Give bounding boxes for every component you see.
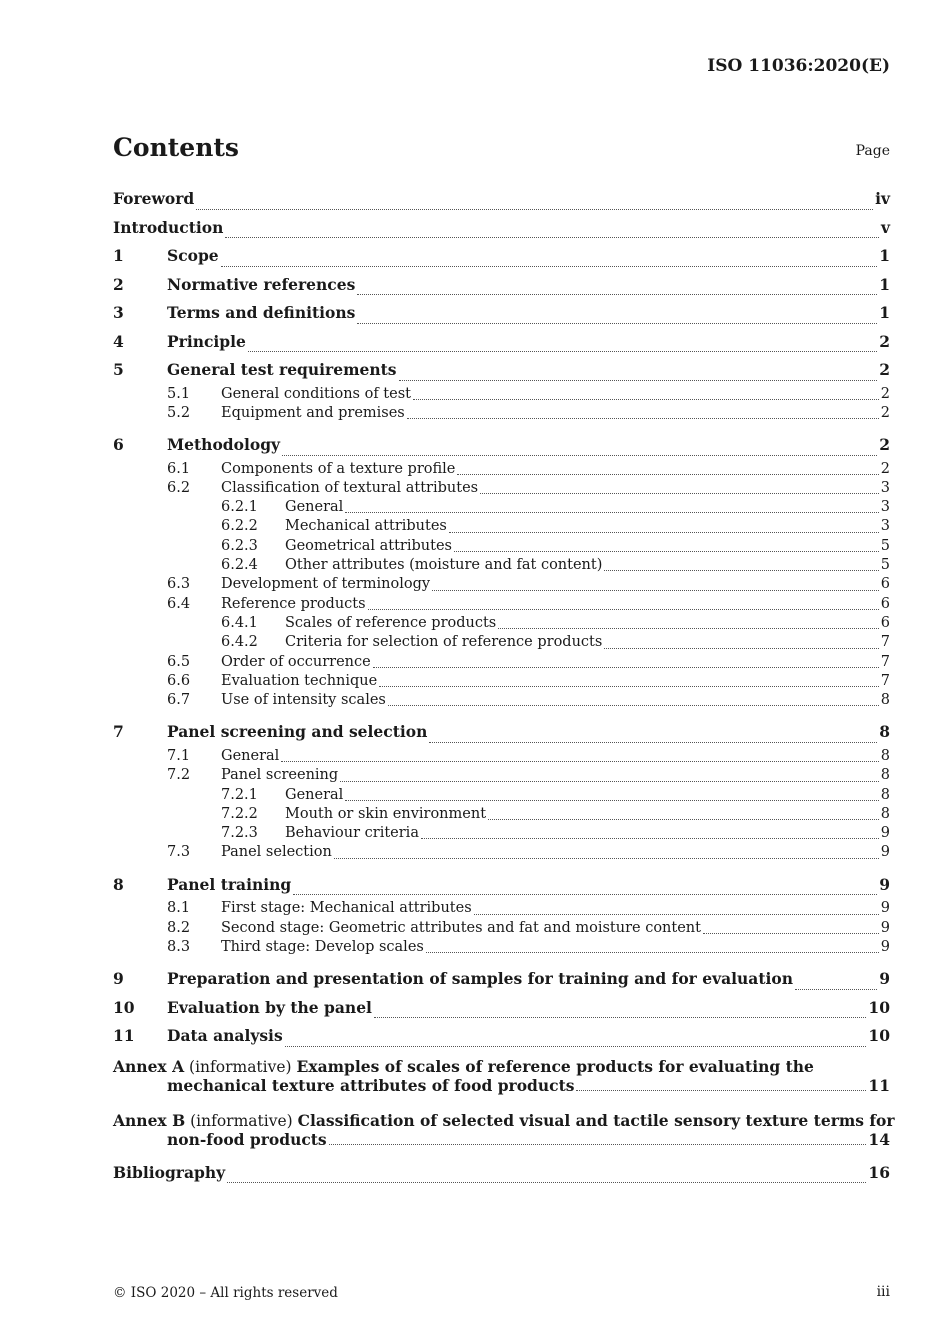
dot-leader (604, 647, 878, 649)
toc-entry-number: 7.2 (167, 767, 191, 784)
toc-entry[interactable] (113, 498, 890, 517)
toc-entry-number: 6.2.3 (221, 537, 258, 554)
toc-entry-number: 6.2 (167, 479, 191, 496)
dot-leader (248, 350, 877, 352)
toc-entry-title: Terms and definitions (167, 303, 356, 322)
toc-entry-title: General (285, 786, 344, 803)
toc-entry-title: Development of terminology (221, 576, 431, 593)
dot-leader (432, 589, 879, 591)
dot-leader (498, 627, 879, 629)
toc-entry-page: v (880, 217, 890, 237)
toc-entry-title: General (221, 747, 280, 764)
toc-entry-number: 3 (113, 303, 124, 322)
toc-entry-number: 8.3 (167, 938, 191, 955)
toc-entry-title: Scales of reference products (285, 614, 497, 631)
toc-annex-entry[interactable] (113, 1057, 890, 1105)
dot-leader (340, 780, 879, 782)
toc-entry-title: General conditions of test (221, 385, 411, 402)
dot-leader (285, 1045, 867, 1047)
toc-entry-title: Principle (167, 331, 246, 351)
toc-entry-page: 8 (880, 767, 890, 784)
toc-entry-page: 9 (879, 874, 890, 894)
dot-leader (379, 685, 879, 687)
toc-entry-number: 6.4.2 (221, 634, 258, 651)
toc-entry[interactable] (113, 633, 890, 652)
toc-entry-page: iv (875, 189, 890, 208)
toc-entry-number: 6.1 (167, 460, 191, 477)
toc-entry-title: Panel selection (221, 844, 332, 861)
toc-entry[interactable] (113, 556, 890, 575)
annex-title-line1: Classification of selected visual and tactile sensory texture terms for (297, 1110, 895, 1130)
toc-entry-title: Mechanical attributes (285, 518, 447, 535)
annex-note: (informative) (189, 1057, 292, 1076)
toc-entry-title: General (285, 499, 344, 516)
toc-entry-page: 8 (880, 747, 890, 764)
toc-entry-page: 6 (880, 595, 890, 612)
annex-page: 14 (868, 1129, 890, 1149)
toc-annex-entry[interactable] (113, 1110, 895, 1159)
page-number: iii (876, 1284, 890, 1300)
toc-entry-title: Preparation and presentation of samples for training and for evaluation (167, 969, 794, 989)
toc-entry-title: Criteria for selection of reference products (285, 634, 603, 651)
toc-entry-page: 8 (880, 805, 890, 822)
toc-entry[interactable] (113, 747, 890, 766)
toc-entry-title: Geometrical attributes (285, 537, 452, 554)
dot-leader (474, 913, 879, 915)
toc-entry-title: General test requirements (167, 360, 397, 379)
toc-entry-title: Equipment and premises (221, 404, 405, 421)
toc-entry[interactable] (113, 271, 890, 300)
toc-entry-page: 1 (879, 274, 890, 294)
toc-entry-page: 9 (880, 900, 890, 917)
dot-leader (703, 932, 879, 934)
dot-leader (373, 666, 879, 668)
dot-leader (293, 893, 877, 895)
dot-leader (334, 857, 879, 859)
toc-entry-title: Methodology (167, 435, 281, 455)
dot-leader (345, 511, 878, 513)
dot-leader (421, 837, 879, 839)
annex-title-line2: mechanical texture attributes of food products (167, 1075, 575, 1095)
dot-leader (604, 569, 878, 571)
toc-entry-number: 5.2 (167, 404, 191, 421)
toc-entry-page: 10 (868, 1026, 890, 1046)
dot-leader (221, 265, 878, 267)
toc-entry-page: 9 (879, 969, 890, 989)
toc-entry-number: 6 (113, 435, 124, 455)
toc-entry-number: 8.1 (167, 900, 191, 917)
toc-entry[interactable] (113, 672, 890, 691)
toc-entry-page: 2 (880, 404, 890, 421)
toc-entry-page: 2 (879, 360, 890, 379)
toc-entry-title: Foreword (113, 189, 195, 208)
toc-entry[interactable] (113, 575, 890, 594)
toc-entry-number: 2 (113, 274, 124, 294)
toc-entry-number: 1 (113, 246, 124, 265)
toc-entry[interactable] (113, 805, 890, 824)
toc-entry[interactable] (113, 299, 890, 328)
dot-leader (282, 454, 877, 456)
dot-leader (225, 236, 879, 238)
toc-entry-page: 2 (879, 435, 890, 455)
toc-entry-number: 7.3 (167, 844, 191, 861)
toc-entry-number: 7 (113, 722, 124, 742)
toc-entry[interactable] (113, 938, 890, 957)
toc-entry-page: 1 (879, 246, 890, 265)
page-column-label: Page (855, 143, 890, 159)
toc-entry[interactable] (113, 404, 890, 423)
toc-entry-page: 3 (880, 479, 890, 496)
toc-entry-title: Other attributes (moisture and fat content) (285, 557, 603, 574)
dot-leader (449, 531, 879, 533)
dot-leader (196, 208, 873, 210)
toc-entry-page: 2 (880, 460, 890, 477)
annex-page: 11 (868, 1075, 890, 1095)
toc-entry-page: 3 (880, 499, 890, 516)
toc-entry-number: 11 (113, 1026, 135, 1046)
toc-entry-page: 8 (880, 786, 890, 803)
dot-leader (368, 608, 879, 610)
toc-entry-page: 8 (879, 722, 890, 742)
toc-entry-title: First stage: Mechanical attributes (221, 900, 472, 917)
toc-entry[interactable] (113, 214, 890, 243)
toc-entry-number: 4 (113, 331, 124, 351)
toc-entry-title: Components of a texture profile (221, 460, 456, 477)
toc-entry-title: Behaviour criteria (285, 825, 419, 842)
dot-leader (399, 379, 878, 381)
toc-entry[interactable] (113, 653, 890, 672)
toc-entry-page: 9 (880, 919, 890, 936)
dot-leader (480, 492, 879, 494)
toc-entry-number: 5 (113, 360, 124, 379)
toc-entry-title: Reference products (221, 595, 366, 612)
toc-entry[interactable] (113, 871, 890, 900)
table-of-contents (113, 185, 895, 1187)
toc-entry-number: 6.7 (167, 692, 191, 709)
toc-entry-number: 6.6 (167, 672, 191, 689)
toc-entry-number: 8.2 (167, 919, 191, 936)
toc-entry-title: Order of occurrence (221, 653, 371, 670)
toc-entry-number: 7.1 (167, 747, 191, 764)
dot-leader (488, 818, 879, 820)
dot-leader (357, 322, 877, 324)
toc-entry-number: 9 (113, 969, 124, 989)
toc-entry-number: 6.4.1 (221, 614, 258, 631)
toc-entry-page: 9 (880, 825, 890, 842)
toc-entry-page: 6 (880, 614, 890, 631)
toc-entry-page: 7 (880, 634, 890, 651)
toc-entry[interactable] (113, 994, 890, 1023)
dot-leader (429, 741, 877, 743)
toc-entry[interactable] (113, 1022, 890, 1051)
toc-entry-number: 6.4 (167, 595, 191, 612)
toc-entry[interactable] (113, 614, 890, 633)
dot-leader (576, 1089, 866, 1091)
toc-entry[interactable] (113, 517, 890, 536)
toc-entry-page: 9 (880, 938, 890, 955)
toc-entry[interactable] (113, 824, 890, 843)
toc-entry[interactable] (113, 242, 890, 271)
toc-entry-number: 6.2.1 (221, 499, 258, 516)
toc-entry[interactable] (113, 919, 890, 938)
dot-leader (357, 293, 877, 295)
toc-entry-title: Panel screening (221, 767, 339, 784)
toc-entry[interactable] (113, 328, 890, 357)
bibliography-title: Bibliography (113, 1162, 226, 1182)
toc-entry-title: Third stage: Develop scales (221, 938, 424, 955)
toc-entry-number: 8 (113, 874, 124, 894)
toc-entry-title: Classification of textural attributes (221, 479, 479, 496)
toc-entry[interactable] (113, 691, 890, 710)
toc-entry-page: 1 (879, 303, 890, 322)
toc-entry[interactable] (113, 185, 890, 214)
toc-entry-number: 7.2.1 (221, 786, 258, 803)
dot-leader (407, 417, 879, 419)
bibliography-page: 16 (868, 1162, 890, 1182)
toc-entry[interactable] (113, 460, 890, 479)
toc-entry-number: 6.3 (167, 576, 191, 593)
toc-entry-title: Scope (167, 246, 219, 265)
annex-title-line2: non-food products (167, 1129, 327, 1149)
dot-leader (795, 988, 877, 990)
dot-leader (457, 473, 878, 475)
toc-entry-number: 6.5 (167, 653, 191, 670)
toc-entry[interactable] (113, 786, 890, 805)
toc-entry-number: 6.2.4 (221, 557, 258, 574)
toc-entry[interactable] (113, 965, 890, 994)
toc-entry-page: 3 (880, 518, 890, 535)
dot-leader (281, 760, 878, 762)
toc-entry-page: 2 (880, 385, 890, 402)
dot-leader (345, 799, 878, 801)
toc-entry-page: 7 (880, 672, 890, 689)
annex-title-line1: Examples of scales of reference products for evaluating the (296, 1056, 814, 1076)
toc-entry-title: Use of intensity scales (221, 692, 386, 709)
toc-entry-title: Evaluation technique (221, 672, 378, 689)
toc-entry-page: 6 (880, 576, 890, 593)
toc-entry[interactable] (113, 766, 890, 785)
toc-entry-title: Panel screening and selection (167, 722, 428, 742)
dot-leader (227, 1181, 866, 1183)
dot-leader (454, 550, 879, 552)
annex-label: Annex B (113, 1110, 186, 1130)
toc-entry-page: 8 (880, 692, 890, 709)
toc-entry-page: 5 (880, 537, 890, 554)
copyright-notice: © ISO 2020 – All rights reserved (113, 1285, 338, 1301)
toc-entry-title: Mouth or skin environment (285, 805, 487, 822)
toc-entry-page: 7 (880, 653, 890, 670)
toc-entry-title: Second stage: Geometric attributes and fat and moisture content (221, 919, 701, 936)
toc-entry-number: 5.1 (167, 385, 191, 402)
toc-entry[interactable] (113, 479, 890, 498)
dot-leader (426, 951, 879, 953)
dot-leader (374, 1016, 866, 1018)
document-id: ISO 11036:2020(E) (707, 56, 890, 76)
toc-entry-title: Normative references (167, 274, 356, 294)
toc-entry[interactable] (113, 899, 890, 918)
toc-entry[interactable] (113, 356, 890, 385)
toc-entry[interactable] (113, 595, 890, 614)
annex-note: (informative) (190, 1111, 293, 1130)
toc-entry[interactable] (113, 385, 890, 404)
toc-entry[interactable] (113, 537, 890, 556)
dot-leader (413, 398, 879, 400)
dot-leader (329, 1143, 867, 1145)
toc-entry-number: 10 (113, 997, 135, 1017)
toc-entry-number: 7.2.3 (221, 825, 258, 842)
toc-bibliography-entry[interactable] (113, 1159, 890, 1188)
toc-entry-page: 5 (880, 557, 890, 574)
toc-entry-page: 10 (868, 997, 890, 1017)
toc-entry-title: Evaluation by the panel (167, 997, 372, 1017)
toc-entry-page: 2 (879, 331, 890, 351)
toc-entry-title: Introduction (113, 217, 224, 237)
dot-leader (388, 704, 879, 706)
toc-entry[interactable] (113, 431, 890, 460)
toc-entry[interactable] (113, 843, 890, 862)
toc-entry-title: Data analysis (167, 1026, 283, 1046)
toc-entry-page: 9 (880, 844, 890, 861)
toc-entry[interactable] (113, 718, 890, 747)
toc-entry-number: 7.2.2 (221, 805, 258, 822)
toc-entry-title: Panel training (167, 874, 292, 894)
annex-label: Annex A (113, 1056, 185, 1076)
toc-entry-number: 6.2.2 (221, 518, 258, 535)
page-title: Contents (113, 133, 240, 162)
